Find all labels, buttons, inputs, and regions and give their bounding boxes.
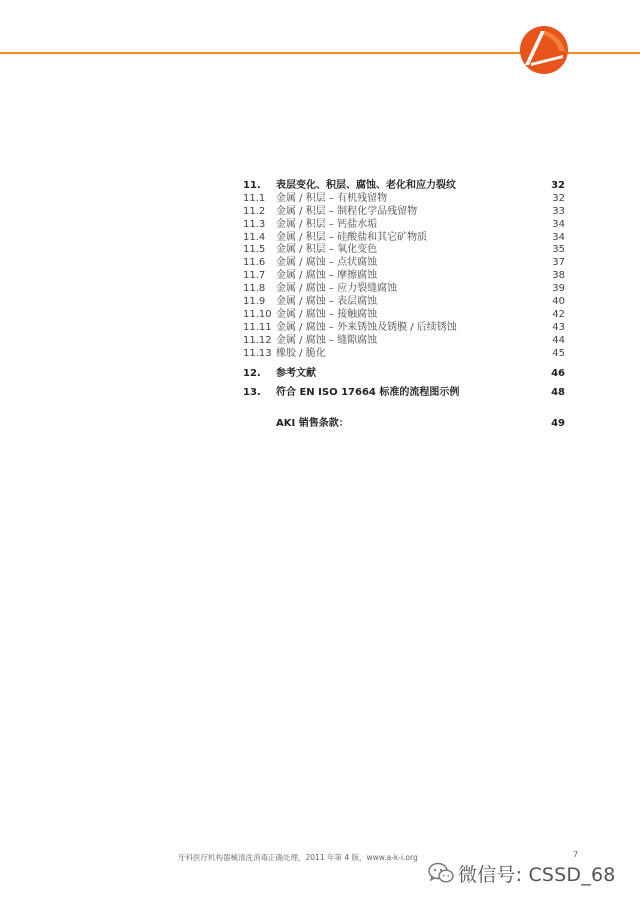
toc-title: 金属 / 腐蚀 – 表层腐蚀: [276, 296, 378, 308]
toc-number: 11.: [243, 180, 261, 191]
toc-title: 金属 / 腐蚀 – 外来锈蚀及锈膜 / 后续锈蚀: [276, 321, 457, 333]
toc-number: 11.12: [243, 334, 272, 346]
toc-page-number: 45: [552, 347, 565, 359]
toc-page-number: 38: [552, 270, 565, 282]
page-number: 7: [573, 850, 579, 859]
aki-logo: [519, 25, 569, 75]
toc-page-number: 33: [552, 205, 565, 217]
toc-number: 11.8: [243, 283, 266, 295]
toc-entry[interactable]: [243, 296, 565, 309]
toc-entry[interactable]: [243, 335, 565, 348]
toc-number: 12.: [243, 368, 261, 380]
toc-title: 金属 / 积层 – 有机残留物: [276, 192, 388, 204]
toc-entry[interactable]: [243, 257, 565, 270]
toc-title: 符合 EN ISO 17664 标准的流程图示例: [276, 387, 460, 399]
toc-entry[interactable]: [243, 232, 565, 245]
toc-page-number: 39: [552, 283, 565, 295]
toc-entry[interactable]: [243, 322, 565, 335]
toc-title: 金属 / 积层 – 氧化变色: [276, 244, 378, 256]
toc-number: 11.6: [243, 257, 266, 269]
toc-entry[interactable]: [243, 206, 565, 219]
toc-entry[interactable]: [243, 244, 565, 257]
toc-number: 11.1: [243, 192, 266, 204]
toc-title: 金属 / 腐蚀 – 接触腐蚀: [276, 308, 378, 320]
toc-title: 参考文献: [276, 368, 316, 380]
toc-number: 11.11: [243, 321, 272, 333]
toc-entry[interactable]: [243, 193, 565, 206]
toc-title: 表层变化、积层、腐蚀、老化和应力裂纹: [276, 180, 456, 191]
toc-page-number: 49: [551, 418, 565, 430]
toc-page-number: 34: [552, 218, 565, 230]
toc-title: 金属 / 腐蚀 – 应力裂缝腐蚀: [276, 283, 398, 295]
toc-page-number: 34: [552, 231, 565, 243]
toc-page-number: 42: [552, 308, 565, 320]
toc-number: 11.13: [243, 347, 272, 359]
toc-number: 11.3: [243, 218, 266, 230]
toc-title: 金属 / 腐蚀 – 点状腐蚀: [276, 257, 378, 269]
toc-title: 金属 / 积层 – 硅酸盐和其它矿物质: [276, 231, 428, 243]
toc-title: AKI 销售条款：: [276, 418, 349, 430]
toc-entry[interactable]: [243, 283, 565, 296]
wechat-watermark: [428, 858, 616, 888]
toc-title: 橡胶 / 脆化: [276, 347, 326, 359]
toc-entry[interactable]: [243, 348, 565, 361]
footer-citation: 牙科医疗机构器械清洗消毒正确处理，2011 年第 4 版，www.a-k-i.org: [178, 853, 418, 862]
toc-number: 11.10: [243, 308, 272, 320]
toc-number: 11.7: [243, 270, 266, 282]
toc-page-number: 32: [552, 192, 565, 204]
toc-number: 13.: [243, 387, 261, 399]
toc-page-number: 35: [552, 244, 565, 256]
toc-page-number: 48: [551, 387, 565, 399]
watermark-text: 微信号: CSSD_68: [458, 863, 616, 886]
toc-number: 11.9: [243, 296, 266, 308]
toc-number: 11.4: [243, 231, 266, 243]
toc-entry-sales-terms[interactable]: [243, 418, 565, 431]
toc-page-number: 44: [552, 334, 565, 346]
toc-entry[interactable]: [243, 309, 565, 322]
toc-title: 金属 / 积层 – 钙盐水垢: [276, 218, 378, 230]
toc-page-number: 46: [551, 368, 565, 380]
toc-page-number: 40: [552, 296, 565, 308]
toc-entry-section[interactable]: [243, 180, 565, 193]
toc-entry-flowchart[interactable]: [243, 387, 565, 400]
toc-entry[interactable]: [243, 270, 565, 283]
toc-page-number: 32: [551, 180, 565, 191]
toc-entries: [243, 180, 565, 360]
toc-entry-references[interactable]: [243, 368, 565, 381]
toc-number: 11.5: [243, 244, 266, 256]
toc-number: 11.2: [243, 205, 266, 217]
toc-entry[interactable]: [243, 219, 565, 232]
toc-title: 金属 / 腐蚀 – 摩擦腐蚀: [276, 270, 378, 282]
table-of-contents: [243, 180, 565, 431]
toc-title: 金属 / 腐蚀 – 缝隙腐蚀: [276, 334, 378, 346]
wechat-icon: [428, 862, 454, 884]
toc-page-number: 37: [552, 257, 565, 269]
toc-page-number: 43: [552, 321, 565, 333]
toc-title: 金属 / 积层 – 制程化学品残留物: [276, 205, 418, 217]
